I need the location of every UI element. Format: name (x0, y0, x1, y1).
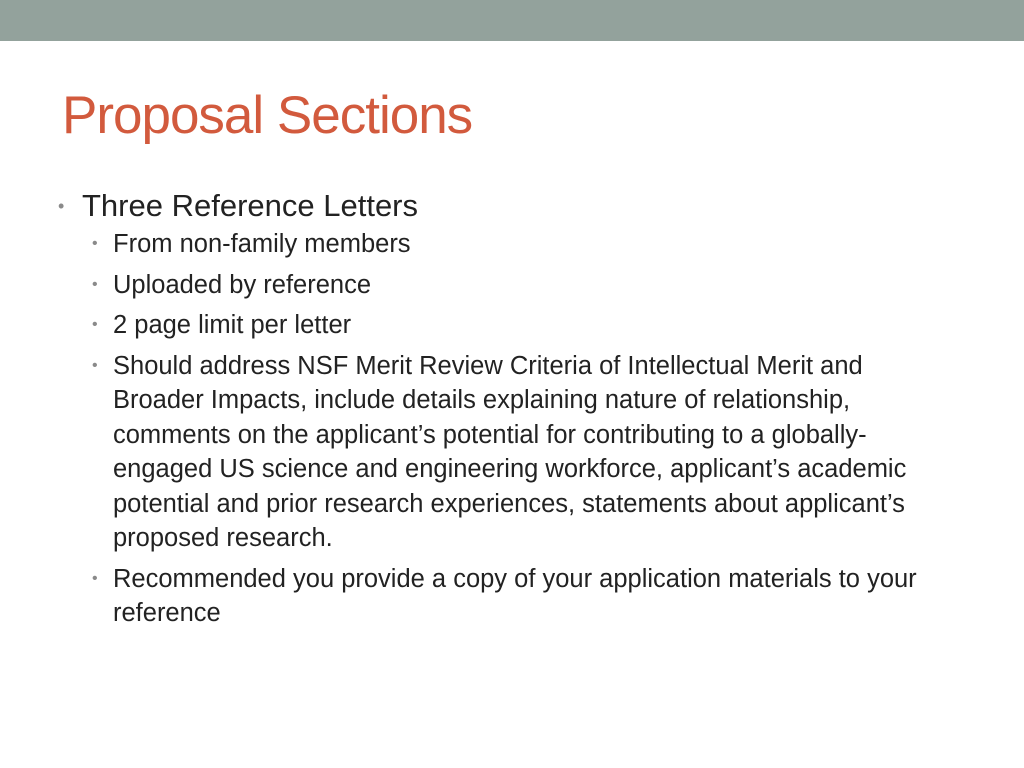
sub-bullet-text: Recommended you provide a copy of your application materials to your reference (113, 564, 917, 627)
bullet-icon: • (92, 356, 98, 374)
main-bullet-text: Three Reference Letters (82, 188, 419, 223)
slide-content (58, 185, 958, 637)
bullet-icon: • (92, 569, 98, 587)
sub-bullet-text: Uploaded by reference (113, 270, 372, 299)
sub-bullet-text: From non-family members (113, 230, 411, 258)
sub-bullet-item (58, 308, 958, 343)
slide-title: Proposal Sections (62, 86, 473, 145)
sub-bullet-text: 2 page limit per letter (113, 311, 352, 339)
top-accent-bar (0, 0, 1024, 41)
bullet-icon: • (58, 196, 65, 216)
bullet-icon: • (92, 275, 98, 293)
main-bullet-item (58, 185, 958, 227)
sub-bullet-item (58, 268, 958, 303)
bullet-icon: • (92, 316, 98, 333)
sub-bullet-item (58, 562, 958, 631)
bullet-icon: • (92, 235, 98, 252)
sub-bullet-item (58, 227, 958, 262)
sub-bullet-item (58, 349, 958, 556)
sub-bullet-list (58, 227, 958, 631)
sub-bullet-text: Should address NSF Merit Review Criteria of Intellectual Merit and Broader Impacts, include details explaining nature of relationship, comments on the applicant’s potential for contributing to a globally-engaged US science and engineering workforce, applicant’s academic potential and prior research experiences, statements about applicant’s proposed research. (113, 351, 907, 552)
